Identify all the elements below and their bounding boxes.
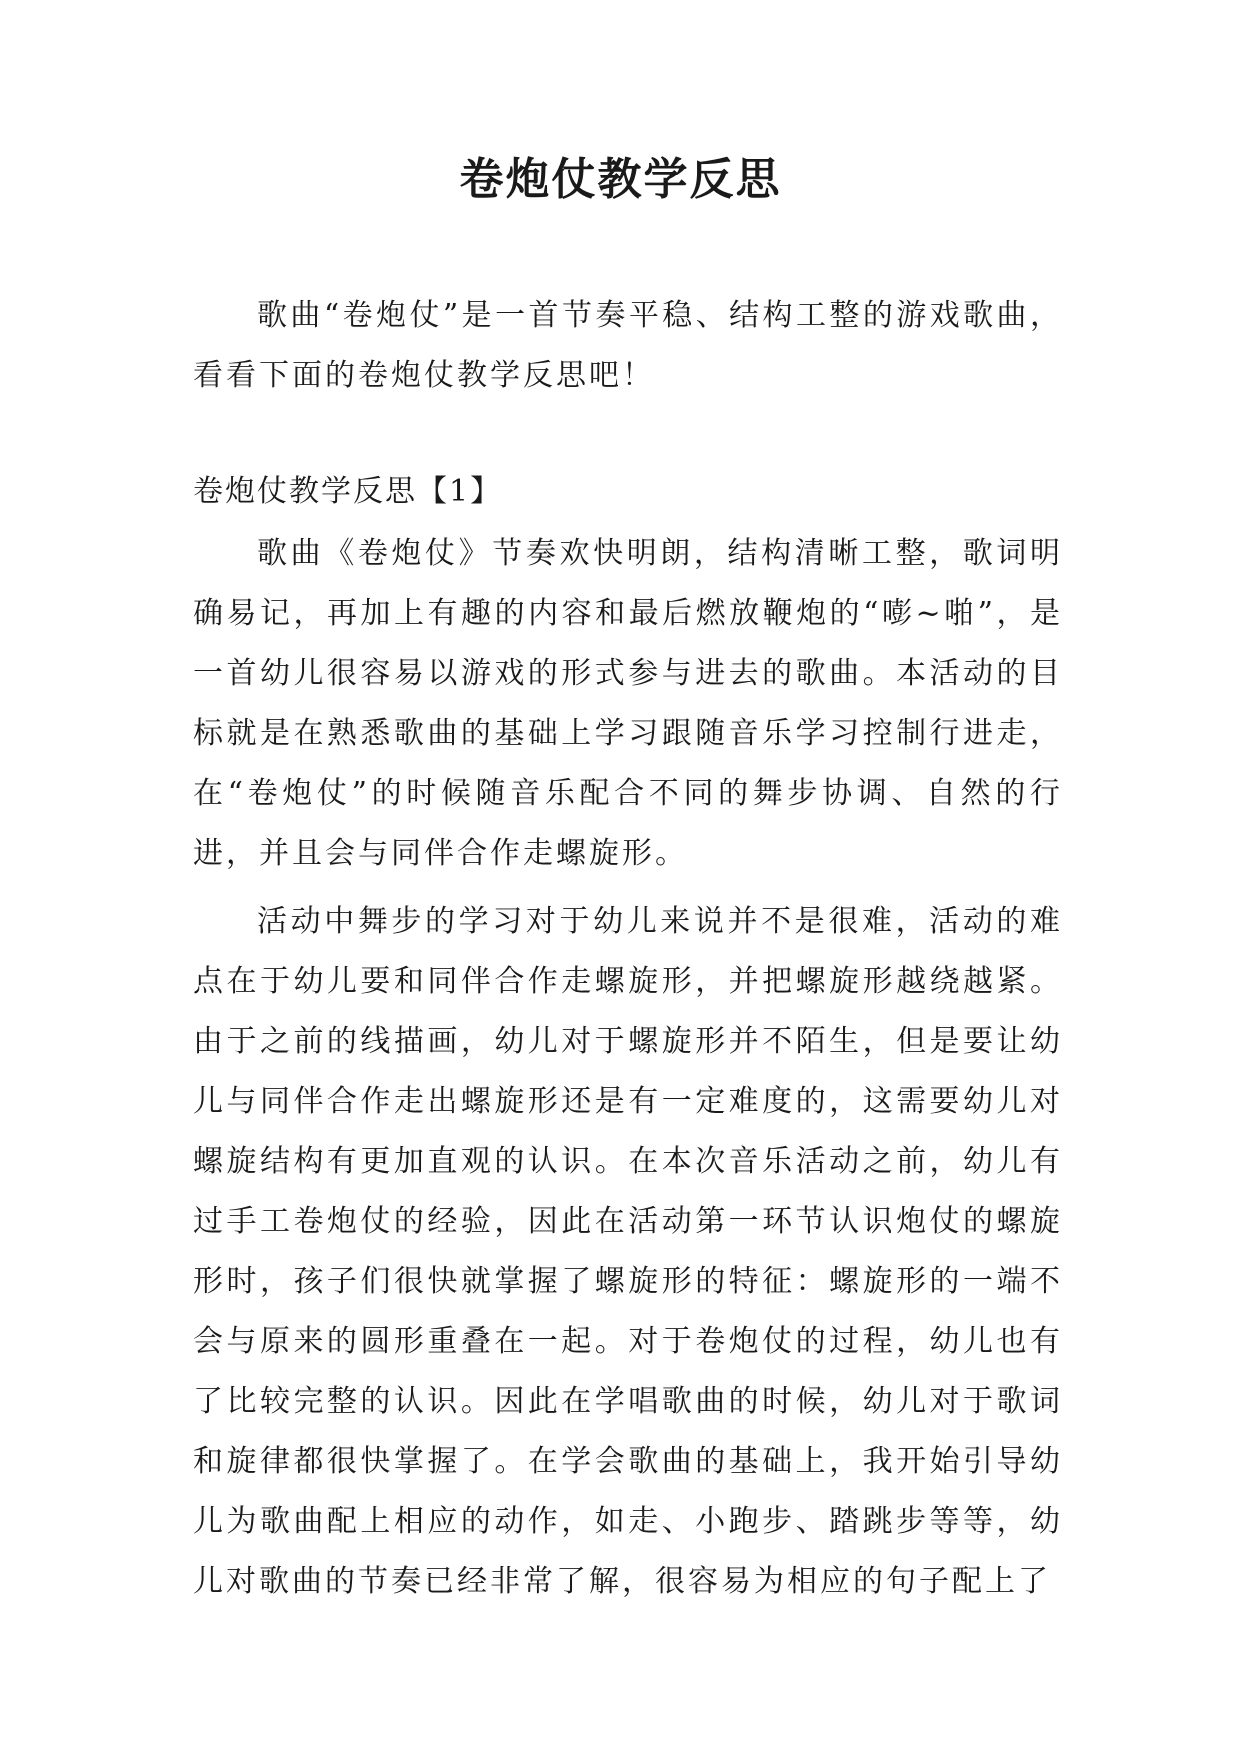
body-paragraph-1: 歌曲《卷炮仗》节奏欢快明朗，结构清晰工整，歌词明确易记，再加上有趣的内容和最后燃放鞭炮的“嘭~啪”，是一首幼儿很容易以游戏的形式参与进去的歌曲。本活动的目标就是在熟悉歌曲的基础上学习跟随音乐学习控制行进走，在“卷炮仗”的时候随音乐配合不同的舞步协调、自然的行进，并且会与同伴合作走螺旋形。 [193,536,1063,871]
section-heading: 卷炮仗教学反思【1】 [193,474,503,509]
section-body [193,524,1063,1620]
intro-paragraph: 歌曲“卷炮仗”是一首节奏平稳、结构工整的游戏歌曲，看看下面的卷炮仗教学反思吧！ [193,298,1063,393]
body-paragraph-2: 活动中舞步的学习对于幼儿来说并不是很难，活动的难点在于幼儿要和同伴合作走螺旋形，并把螺旋形越绕越紧。由于之前的线描画，幼儿对于螺旋形并不陌生，但是要让幼儿与同伴合作走出螺旋形还是有一定难度的，这需要幼儿对螺旋结构有更加直观的认识。在本次音乐活动之前，幼儿有过手工卷炮仗的经验，因此在活动第一环节认识炮仗的螺旋形时，孩子们很快就掌握了螺旋形的特征：螺旋形的一端不会与原来的圆形重叠在一起。对于卷炮仗的过程，幼儿也有了比较完整的认识。因此在学唱歌曲的时候，幼儿对于歌词和旋律都很快掌握了。在学会歌曲的基础上，我开始引导幼儿为歌曲配上相应的动作，如走、小跑步、踏跳步等等，幼儿对歌曲的节奏已经非常了解，很容易为相应的句子配上了 [193,904,1063,1599]
document-title: 卷炮仗教学反思 [459,154,782,205]
